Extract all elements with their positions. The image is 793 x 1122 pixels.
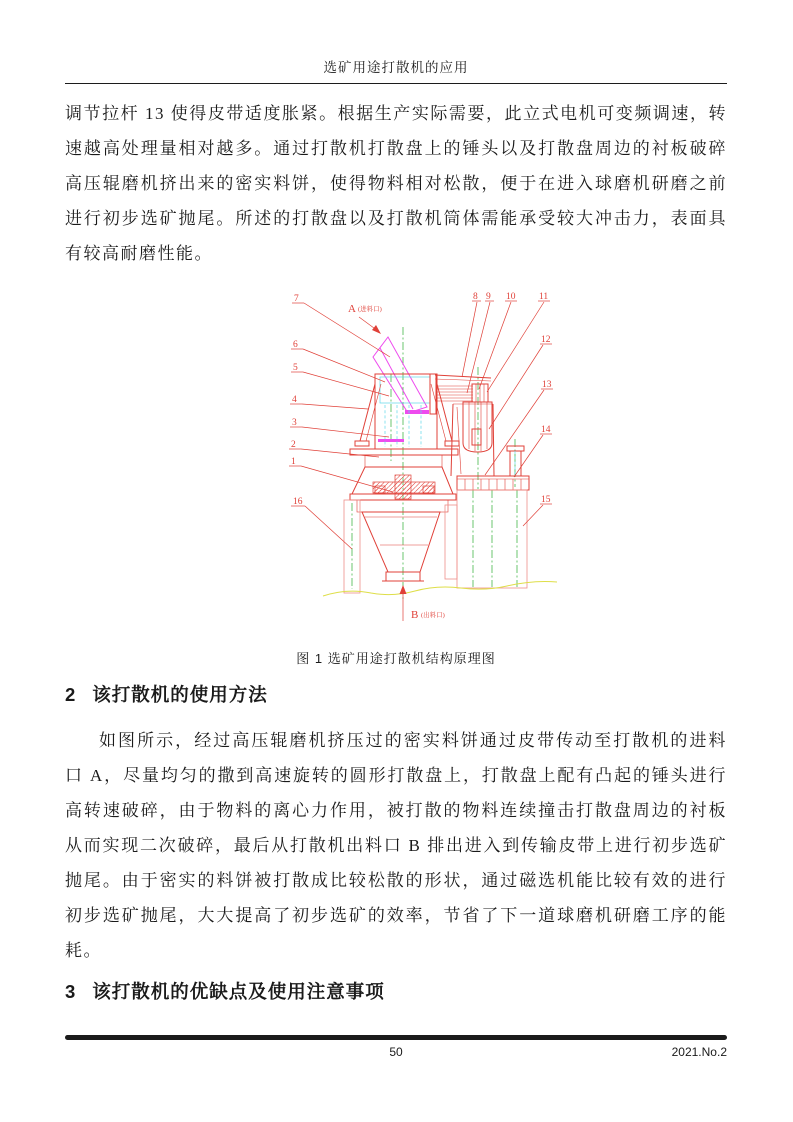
body-paragraph-2: 如图所示，经过高压辊磨机挤压过的密实料饼通过皮带传动至打散机的进料口 A，尽量均匀的撒到高速旋转的圆形打散盘上，打散盘上配有凸起的锤头进行高转速破碎，由于物料的离心力作用，被打散的物料连续撞击打散盘周边的衬板从而实现二次破碎，最后从打散机出料口 B 排出进入到传输皮带上进行初步选矿抛尾。由于密实的料饼被打散成比较松散的形状，通过磁选机能比较有效的进行初步选矿抛尾，大大提高了初步选矿的效率，节省了下一道球磨机研磨工序的能耗。 (65, 731, 727, 960)
svg-text:12: 12 (541, 335, 551, 345)
svg-text:2: 2 (291, 440, 296, 450)
svg-text:4: 4 (292, 395, 297, 405)
body-paragraph-1: 调节拉杆 13 使得皮带适度胀紧。根据生产实际需要，此立式电机可变频调速，转速越高处理量相对越多。通过打散机打散盘上的锤头以及打散盘周边的衬板破碎高压辊磨机挤出来的密实料饼，使得物料相对松散，便于在进入球磨机研磨之前进行初步选矿抛尾。所述的打散盘以及打散机筒体需能承受较大冲击力，表面具有较高耐磨性能。 (65, 104, 727, 263)
svg-text:10: 10 (506, 292, 516, 302)
section-heading-3 (65, 978, 727, 1004)
running-header-title: 选矿用途打散机的应用 (323, 60, 469, 75)
inlet-arrowhead (372, 325, 381, 334)
part-labels-top (462, 292, 550, 393)
section-title: 该打散机的优缺点及使用注意事项 (92, 981, 385, 1002)
figure-1 (285, 289, 570, 634)
section-number: 3 (65, 981, 77, 1002)
page-content (65, 0, 727, 1004)
page-number: 50 (389, 1045, 403, 1059)
issue-label: 2021.No.2 (671, 1045, 727, 1059)
svg-text:5: 5 (293, 363, 298, 373)
svg-text:8: 8 (473, 292, 478, 302)
outlet-letter: B (411, 609, 419, 621)
outlet-note: (出料口) (421, 612, 445, 619)
inlet-annotation (348, 303, 382, 334)
svg-text:15: 15 (541, 495, 551, 505)
svg-text:7: 7 (294, 294, 299, 304)
footer-row (65, 1045, 727, 1061)
ground-break-line (323, 582, 557, 597)
svg-text:14: 14 (541, 425, 551, 435)
outlet-annotation (400, 585, 445, 621)
svg-text:9: 9 (486, 292, 491, 302)
section-number: 2 (65, 684, 77, 705)
footer-rule (65, 1035, 727, 1040)
part-labels-right (485, 335, 553, 526)
centerlines (352, 327, 517, 599)
header-rule (65, 83, 727, 84)
inlet-letter: A (348, 303, 356, 315)
svg-text:1: 1 (291, 457, 296, 467)
disperser-structure-diagram (285, 289, 570, 634)
svg-text:6: 6 (293, 340, 298, 350)
svg-text:16: 16 (293, 497, 303, 507)
svg-text:13: 13 (542, 380, 552, 390)
svg-text:11: 11 (539, 292, 549, 302)
outlet-arrowhead (400, 585, 407, 594)
page-footer (65, 1035, 727, 1061)
section-title: 该打散机的使用方法 (92, 684, 268, 705)
inlet-note: (进料口) (358, 306, 382, 313)
section-heading-2 (65, 681, 727, 707)
svg-text:3: 3 (292, 418, 297, 428)
figure-caption: 图 1 选矿用途打散机结构原理图 (296, 651, 496, 666)
